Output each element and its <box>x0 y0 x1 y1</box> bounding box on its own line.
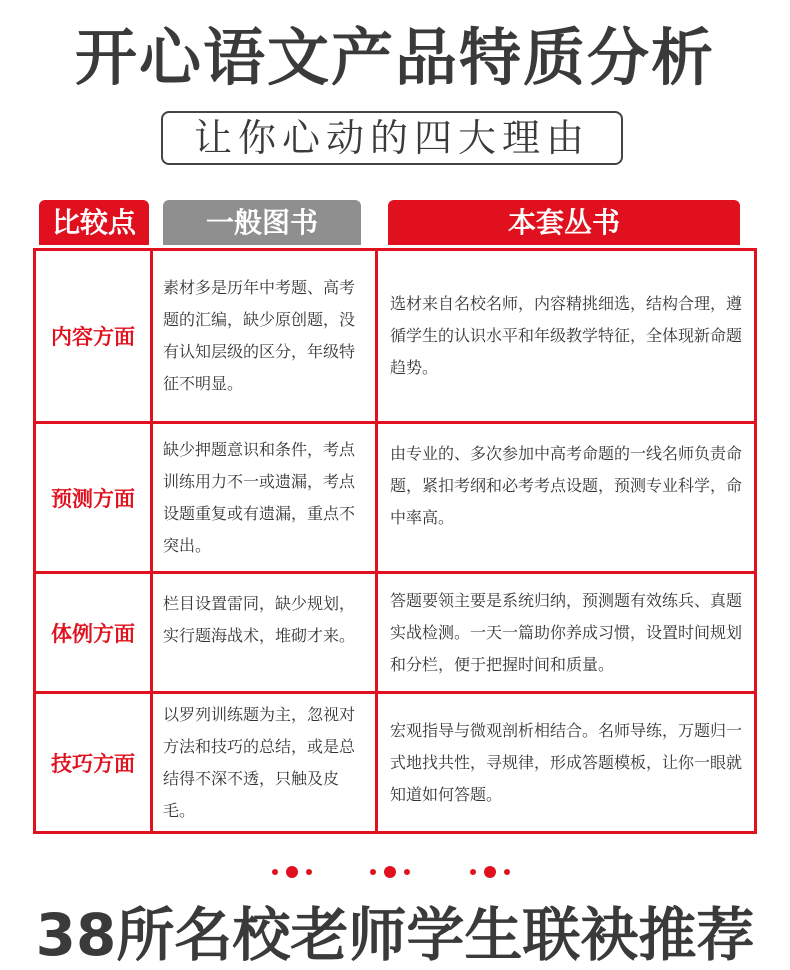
table-row <box>36 694 754 831</box>
column-header-this-series: 本套丛书 <box>388 200 740 245</box>
page-title: 开心语文产品特质分析 <box>74 21 715 94</box>
decorative-dots <box>272 864 320 880</box>
general-books-cell: 缺少押题意识和条件，考点训练用力不一或遗漏，考点设题重复或有遗漏，重点不突出。 <box>163 439 356 555</box>
this-series-cell: 宏观指导与微观剖析相结合。名师导练，万题归一式地找共性，寻规律，形成答题模板，让你一眼就知道如何答题。 <box>390 720 743 804</box>
column-header-general-books: 一般图书 <box>163 200 361 245</box>
table-row <box>36 574 754 691</box>
row-aspect-label: 内容方面 <box>51 325 135 349</box>
comparison-table <box>33 248 757 834</box>
row-aspect-label: 体例方面 <box>51 621 135 646</box>
general-books-cell: 栏目设置雷同，缺少规划，实行题海战术，堆砌才来。 <box>163 594 356 645</box>
this-series-cell: 由专业的、多次参加中高考命题的一线名师负责命题，紧扣考纲和必考考点设题，预测专业科学，命中率高。 <box>390 444 743 527</box>
table-row <box>36 424 754 571</box>
row-aspect-label: 预测方面 <box>51 486 135 511</box>
decorative-dots <box>370 864 418 880</box>
general-books-cell: 素材多是历年中考题、高考题的汇编，缺少原创题，没有认知层级的区分，年级特征不明显。 <box>163 278 356 393</box>
column-header-compare: 比较点 <box>39 200 149 245</box>
this-series-cell: 答题要领主要是系统归纳，预测题有效练兵、真题实战检测。一天一篇助你养成习惯，设置时间规划和分栏，便于把握时间和质量。 <box>390 590 743 674</box>
subtitle-banner: 让你心动的四大理由 <box>161 111 623 165</box>
general-books-cell: 以罗列训练题为主，忽视对方法和技巧的总结，或是总结得不深不透，只触及皮毛。 <box>163 704 356 820</box>
decorative-dots <box>470 864 518 880</box>
table-row <box>36 251 754 421</box>
row-aspect-label: 技巧方面 <box>51 751 135 776</box>
this-series-cell: 选材来自名校名师，内容精挑细选，结构合理，遵循学生的认识水平和年级教学特征，全体现新命题趋势。 <box>390 294 743 377</box>
next-section-title: 38所名校老师学生联袂推荐 <box>35 901 755 969</box>
